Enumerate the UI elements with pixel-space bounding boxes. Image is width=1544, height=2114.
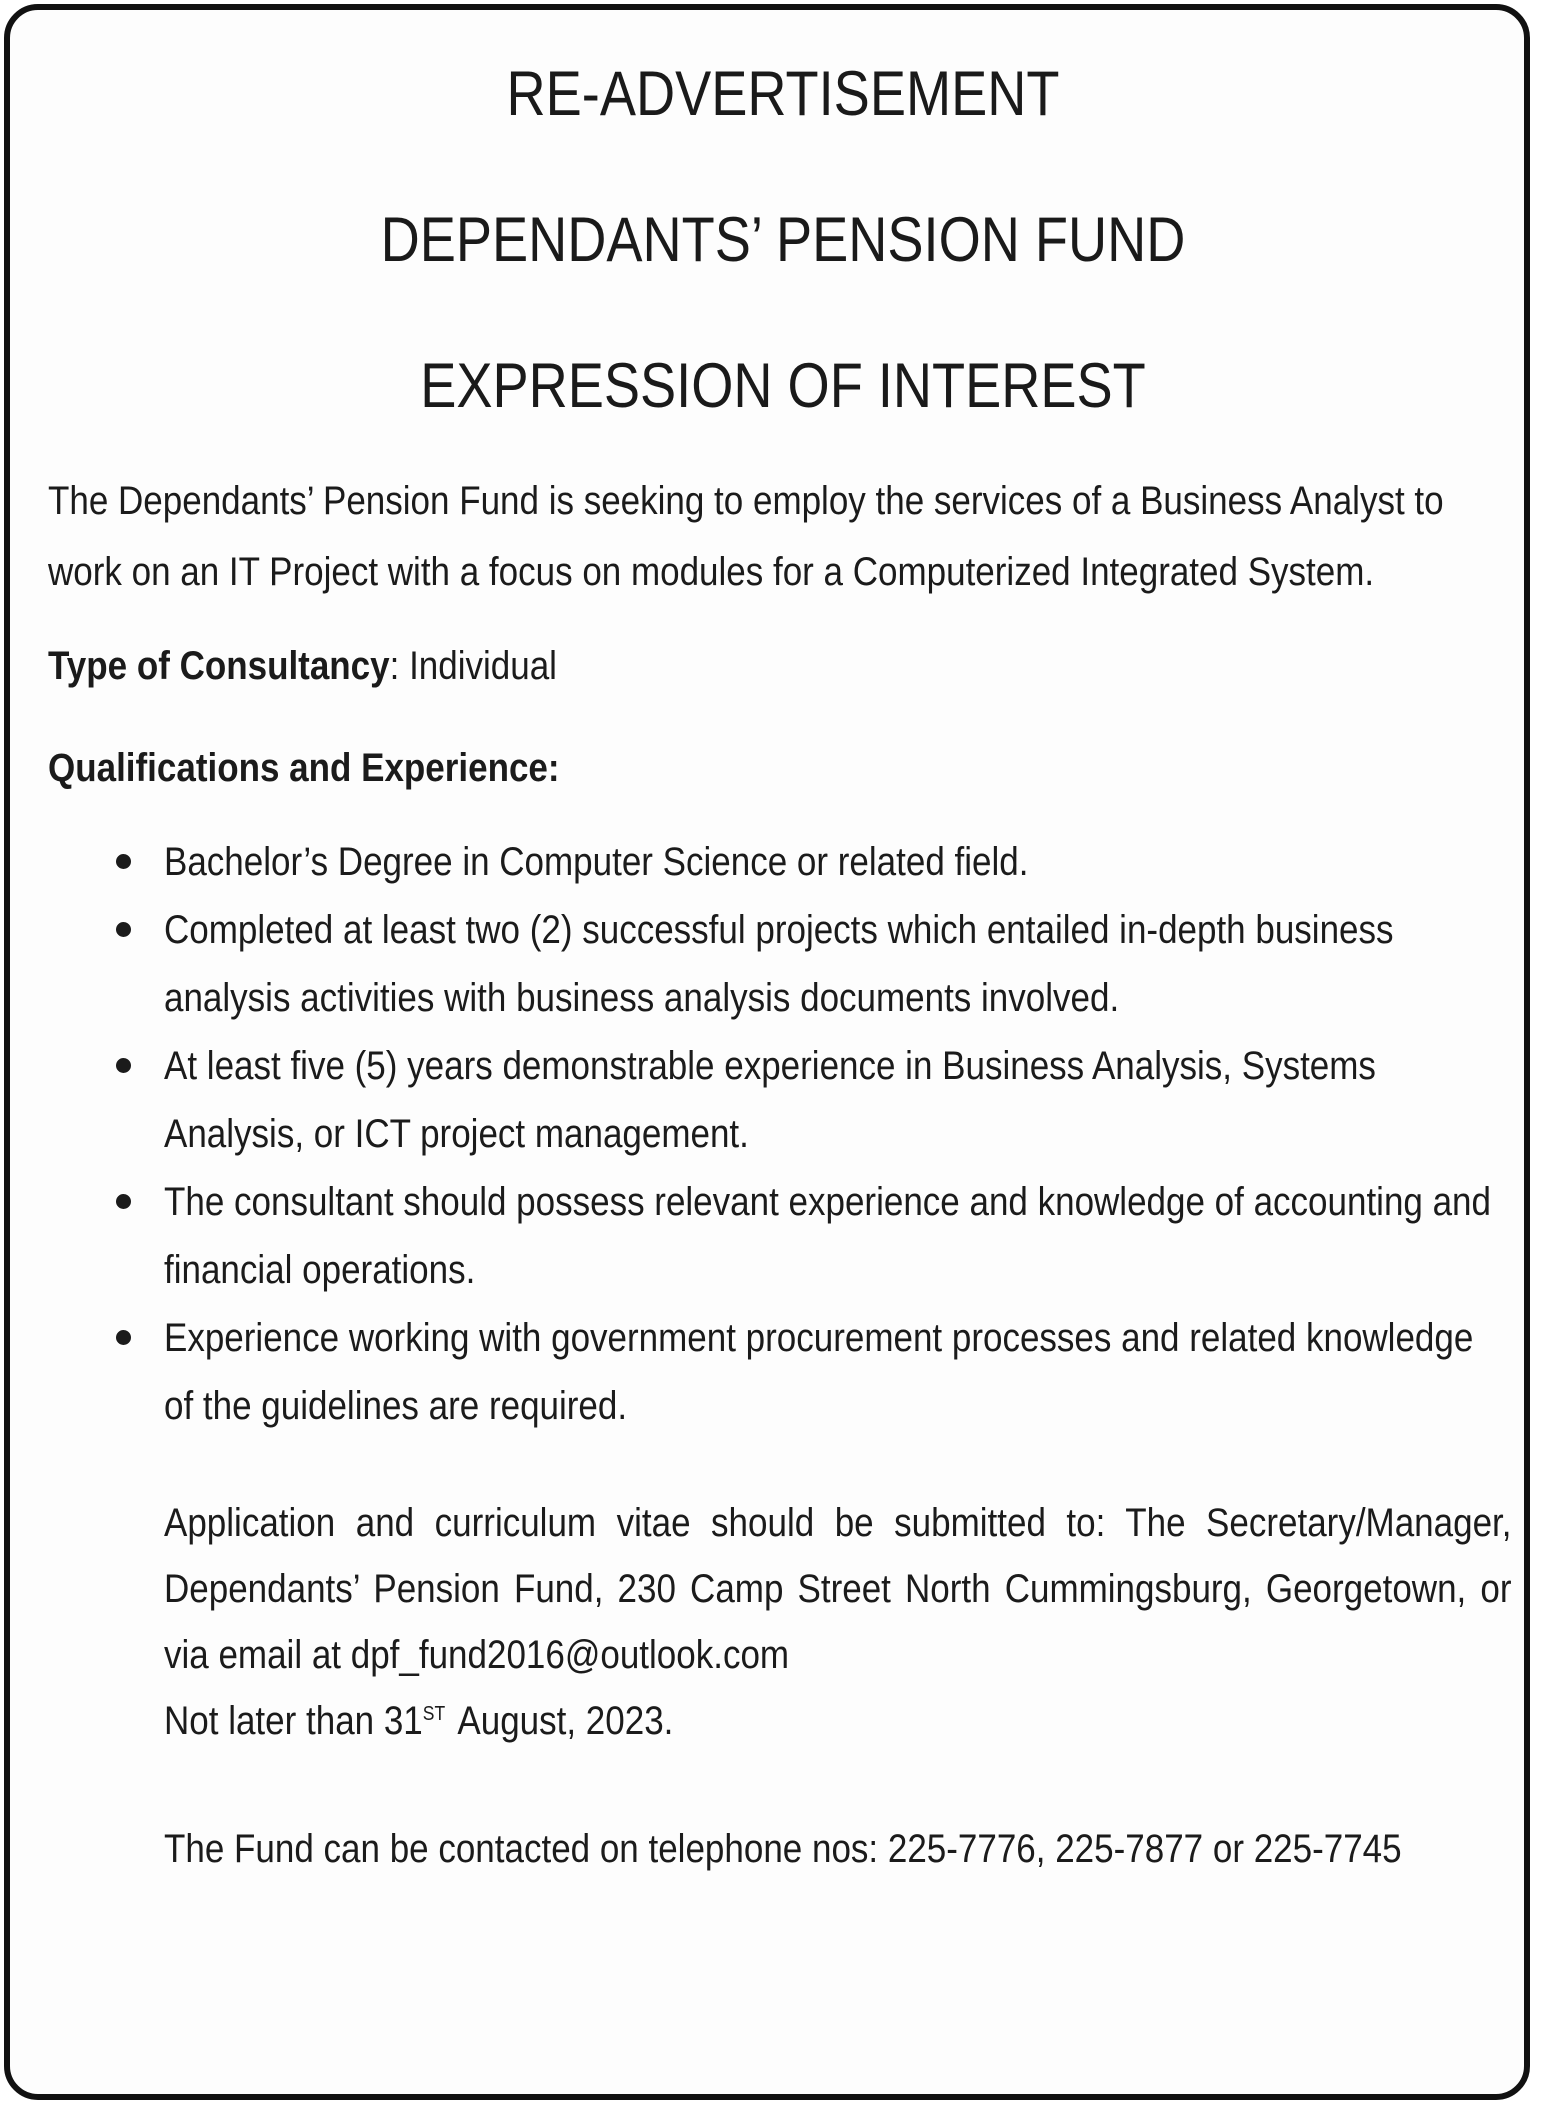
list-item-text: Bachelor’s Degree in Computer Science or related field. (164, 840, 1029, 884)
deadline-ordinal: ST (422, 1702, 446, 1725)
heading-re-advertisement: RE-ADVERTISEMENT (506, 59, 1060, 129)
list-item-text: At least five (5) years demonstrable experience in Business Analysis, Systems Analysis, or ICT project management. (164, 1044, 1376, 1156)
list-item (48, 1304, 1518, 1440)
advertisement-content (48, 50, 1518, 1882)
contact-info (48, 1816, 1518, 1882)
deadline-month-year: August, 2023. (457, 1699, 674, 1743)
consultancy-type-label: Type of Consultancy (48, 644, 390, 688)
deadline-prefix: Not later than 31 (164, 1699, 423, 1743)
bullet-icon (116, 1194, 131, 1209)
list-item-text: The consultant should possess relevant experience and knowledge of accounting and financial operations. (164, 1180, 1491, 1292)
submission-instructions (48, 1490, 1518, 1688)
bullet-icon (116, 1330, 131, 1345)
list-item (48, 1032, 1518, 1168)
heading-organization: DEPENDANTS’ PENSION FUND (380, 205, 1186, 275)
bullet-icon (116, 922, 131, 937)
contact-text: The Fund can be contacted on telephone nos: 225-7776, 225-7877 or 225-7745 (164, 1827, 1402, 1871)
consultancy-type-value: Individual (409, 644, 557, 688)
consultancy-type-separator: : (389, 644, 410, 688)
bullet-icon (116, 1058, 131, 1073)
qualifications-list (48, 828, 1518, 1440)
submission-deadline (48, 1688, 1518, 1754)
list-item-text: Completed at least two (2) successful projects which entailed in-depth business analysis activities with business analysis documents involved. (164, 908, 1394, 1020)
list-item (48, 828, 1518, 896)
bullet-icon (116, 854, 131, 869)
submission-text: Application and curriculum vitae should be submitted to: The Secretary/Manager, Dependants’ Pension Fund, 230 Camp Street North Cummingsburg, Georgetown, or via email at dpf_fund2016@outlook.com (164, 1501, 1512, 1677)
list-item (48, 1168, 1518, 1304)
heading-expression-of-interest: EXPRESSION OF INTEREST (420, 351, 1146, 421)
intro-paragraph: The Dependants’ Pension Fund is seeking to employ the services of a Business Analyst to work on an IT Project with a focus on modules for a Computerized Integrated System. (48, 479, 1444, 594)
consultancy-type (48, 636, 1483, 696)
advertisement-frame (4, 4, 1530, 2100)
qualifications-heading: Qualifications and Experience: (48, 746, 560, 790)
list-item (48, 896, 1518, 1032)
list-item-text: Experience working with government procurement processes and related knowledge of the guidelines are required. (164, 1316, 1474, 1428)
